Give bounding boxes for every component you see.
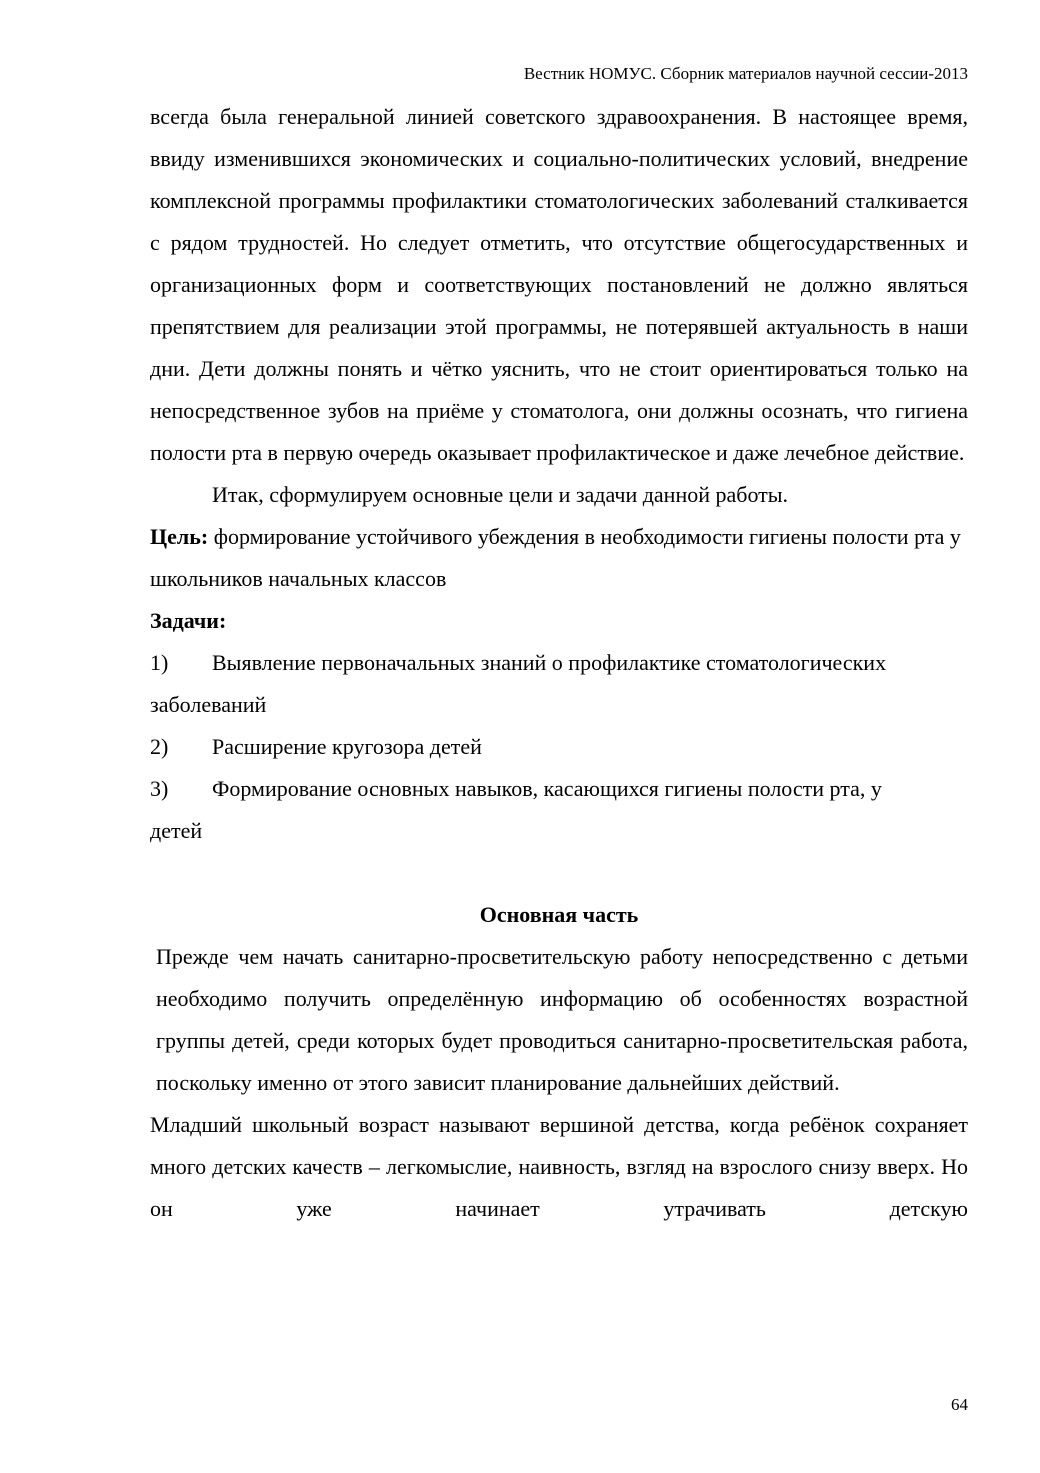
task-continuation: заболеваний (150, 692, 267, 717)
goal-text: формирование устойчивого убеждения в необходимости гигиены полости рта у школьников начальных классов (150, 524, 961, 591)
task-item-1 (150, 642, 968, 726)
task-text: Выявление первоначальных знаний о профилактике стоматологических (212, 650, 887, 675)
journal-header: Вестник НОМУС. Сборник материалов научной сессии-2013 (523, 64, 968, 83)
task-item-3 (150, 768, 968, 852)
task-item-2 (150, 726, 968, 768)
task-number: 2) (150, 734, 169, 759)
task-text: Формирование основных навыков, касающихся гигиены полости рта, у (212, 776, 882, 801)
task-continuation: детей (150, 818, 203, 843)
main-paragraph-1: Прежде чем начать санитарно-просветительскую работу непосредственно с детьми необходимо получить определённую информацию об особенностях возрастной группы детей, среди которых будет проводиться санитарно-просветительская работа, поскольку именно от этого зависит планирование дальнейших действий. (156, 944, 968, 1095)
page-number: 64 (951, 1395, 968, 1414)
tasks-label: Задачи: (150, 608, 227, 633)
main-paragraph-2: Младший школьный возраст называют вершиной детства, когда ребёнок сохраняет много детских качеств – легкомыслие, наивность, взгляд на взрослого снизу вверх. Но он уже начинает утрачивать детскую (150, 1112, 968, 1221)
task-text: Расширение кругозора детей (212, 734, 482, 759)
goals-intro-paragraph: Итак, сформулируем основные цели и задачи данной работы. (212, 482, 789, 507)
task-number: 1) (150, 650, 169, 675)
task-number: 3) (150, 776, 169, 801)
section-title: Основная часть (479, 902, 639, 927)
page-body (150, 96, 968, 1230)
goal-label: Цель: (150, 524, 209, 549)
goal-paragraph (150, 516, 968, 600)
intro-paragraph: всегда была генеральной линией советского здравоохранения. В настоящее время, ввиду изменившихся экономических и социально-политических условий, внедрение комплексной программы профилактики стоматологических заболеваний сталкивается с рядом трудностей. Но следует отметить, что отсутствие общегосударственных и организационных форм и соответствующих постановлений не должно являться препятствием для реализации этой программы, не потерявшей актуальность в наши дни. Дети должны понять и чётко уяснить, что не стоит ориентироваться только на непосредственное зубов на приёме у стоматолога, они должны осознать, что гигиена полости рта в первую очередь оказывает профилактическое и даже лечебное действие. (150, 104, 968, 465)
